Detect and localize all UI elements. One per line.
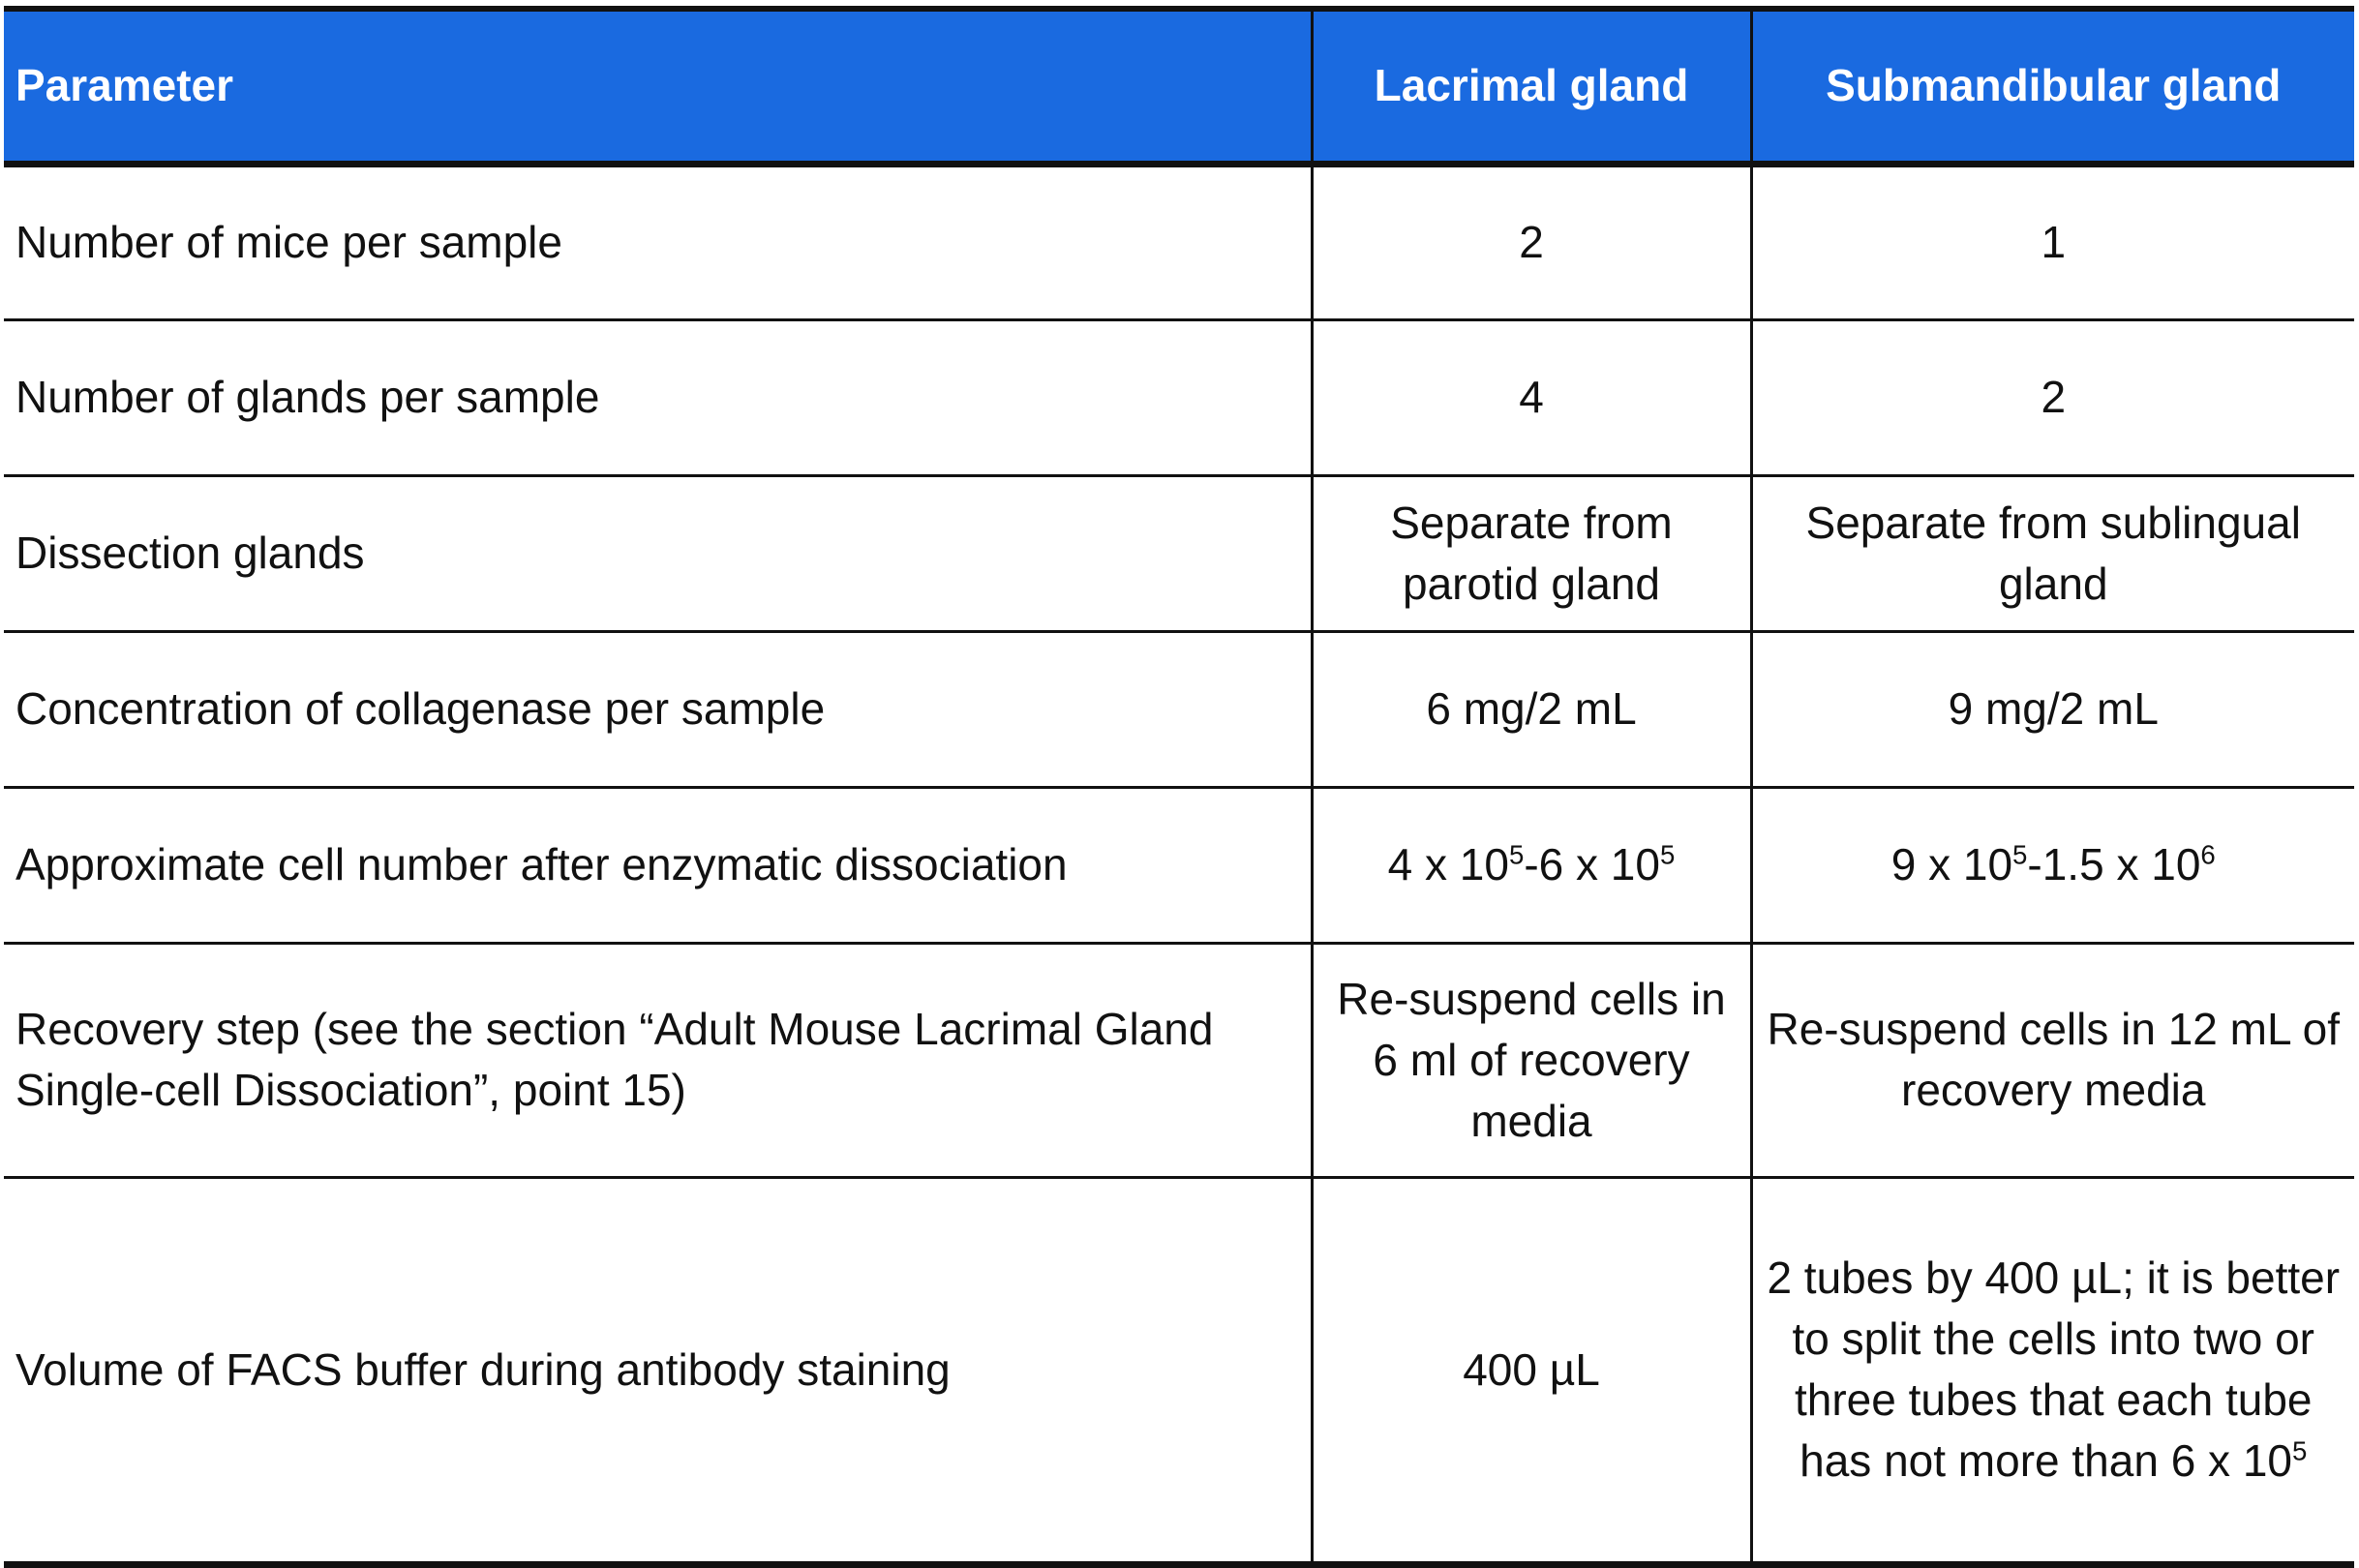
table-row	[4, 943, 2354, 1177]
row-parameter: Number of glands per sample	[4, 319, 1312, 475]
lacrimal-cell-number-b: -6 x 10	[1524, 839, 1660, 890]
submandibular-facs-exponent: 5	[2292, 1435, 2308, 1466]
row-lacrimal-value: 4	[1312, 319, 1751, 475]
row-lacrimal-value: Re-suspend cells in 6 ml of recovery media	[1312, 943, 1751, 1177]
row-submandibular-value: 2	[1751, 319, 2354, 475]
row-lacrimal-value: 400 µL	[1312, 1177, 1751, 1564]
table-row	[4, 475, 2354, 631]
row-submandibular-value	[1751, 787, 2354, 943]
row-lacrimal-value	[1312, 787, 1751, 943]
table-row	[4, 631, 2354, 787]
submandibular-cell-number-a-exponent: 5	[2012, 839, 2028, 870]
lacrimal-cell-number-a-exponent: 5	[1508, 839, 1525, 870]
header-parameter: Parameter	[4, 9, 1312, 164]
table-row	[4, 787, 2354, 943]
row-submandibular-value	[1751, 1177, 2354, 1564]
submandibular-cell-number-a: 9 x 10	[1890, 839, 2013, 890]
row-submandibular-value: Separate from sublingual gland	[1751, 475, 2354, 631]
submandibular-facs-text: 2 tubes by 400 µL; it is better to split the cells into two or three tubes that each tube has not more than 6 x 10	[1767, 1252, 2341, 1486]
lacrimal-cell-number-b-exponent: 5	[1659, 839, 1676, 870]
row-lacrimal-value: 2	[1312, 164, 1751, 319]
row-submandibular-value: Re-suspend cells in 12 mL of recovery media	[1751, 943, 2354, 1177]
header-row	[4, 9, 2354, 164]
header-submandibular-gland: Submandibular gland	[1751, 9, 2354, 164]
gland-parameters-table	[4, 6, 2354, 1568]
submandibular-cell-number-b: -1.5 x 10	[2027, 839, 2201, 890]
table-row	[4, 164, 2354, 319]
row-parameter: Approximate cell number after enzymatic dissociation	[4, 787, 1312, 943]
row-lacrimal-value: Separate from parotid gland	[1312, 475, 1751, 631]
row-submandibular-value: 9 mg/2 mL	[1751, 631, 2354, 787]
row-parameter: Recovery step (see the section “Adult Mouse Lacrimal Gland Single-cell Dissociation”, point 15)	[4, 943, 1312, 1177]
header-lacrimal-gland: Lacrimal gland	[1312, 9, 1751, 164]
row-parameter: Dissection glands	[4, 475, 1312, 631]
row-parameter: Volume of FACS buffer during antibody staining	[4, 1177, 1312, 1564]
row-parameter: Number of mice per sample	[4, 164, 1312, 319]
row-lacrimal-value: 6 mg/2 mL	[1312, 631, 1751, 787]
table-row	[4, 319, 2354, 475]
submandibular-cell-number-b-exponent: 6	[2200, 839, 2216, 870]
row-submandibular-value: 1	[1751, 164, 2354, 319]
lacrimal-cell-number-a: 4 x 10	[1387, 839, 1509, 890]
table-row	[4, 1177, 2354, 1564]
row-parameter: Concentration of collagenase per sample	[4, 631, 1312, 787]
